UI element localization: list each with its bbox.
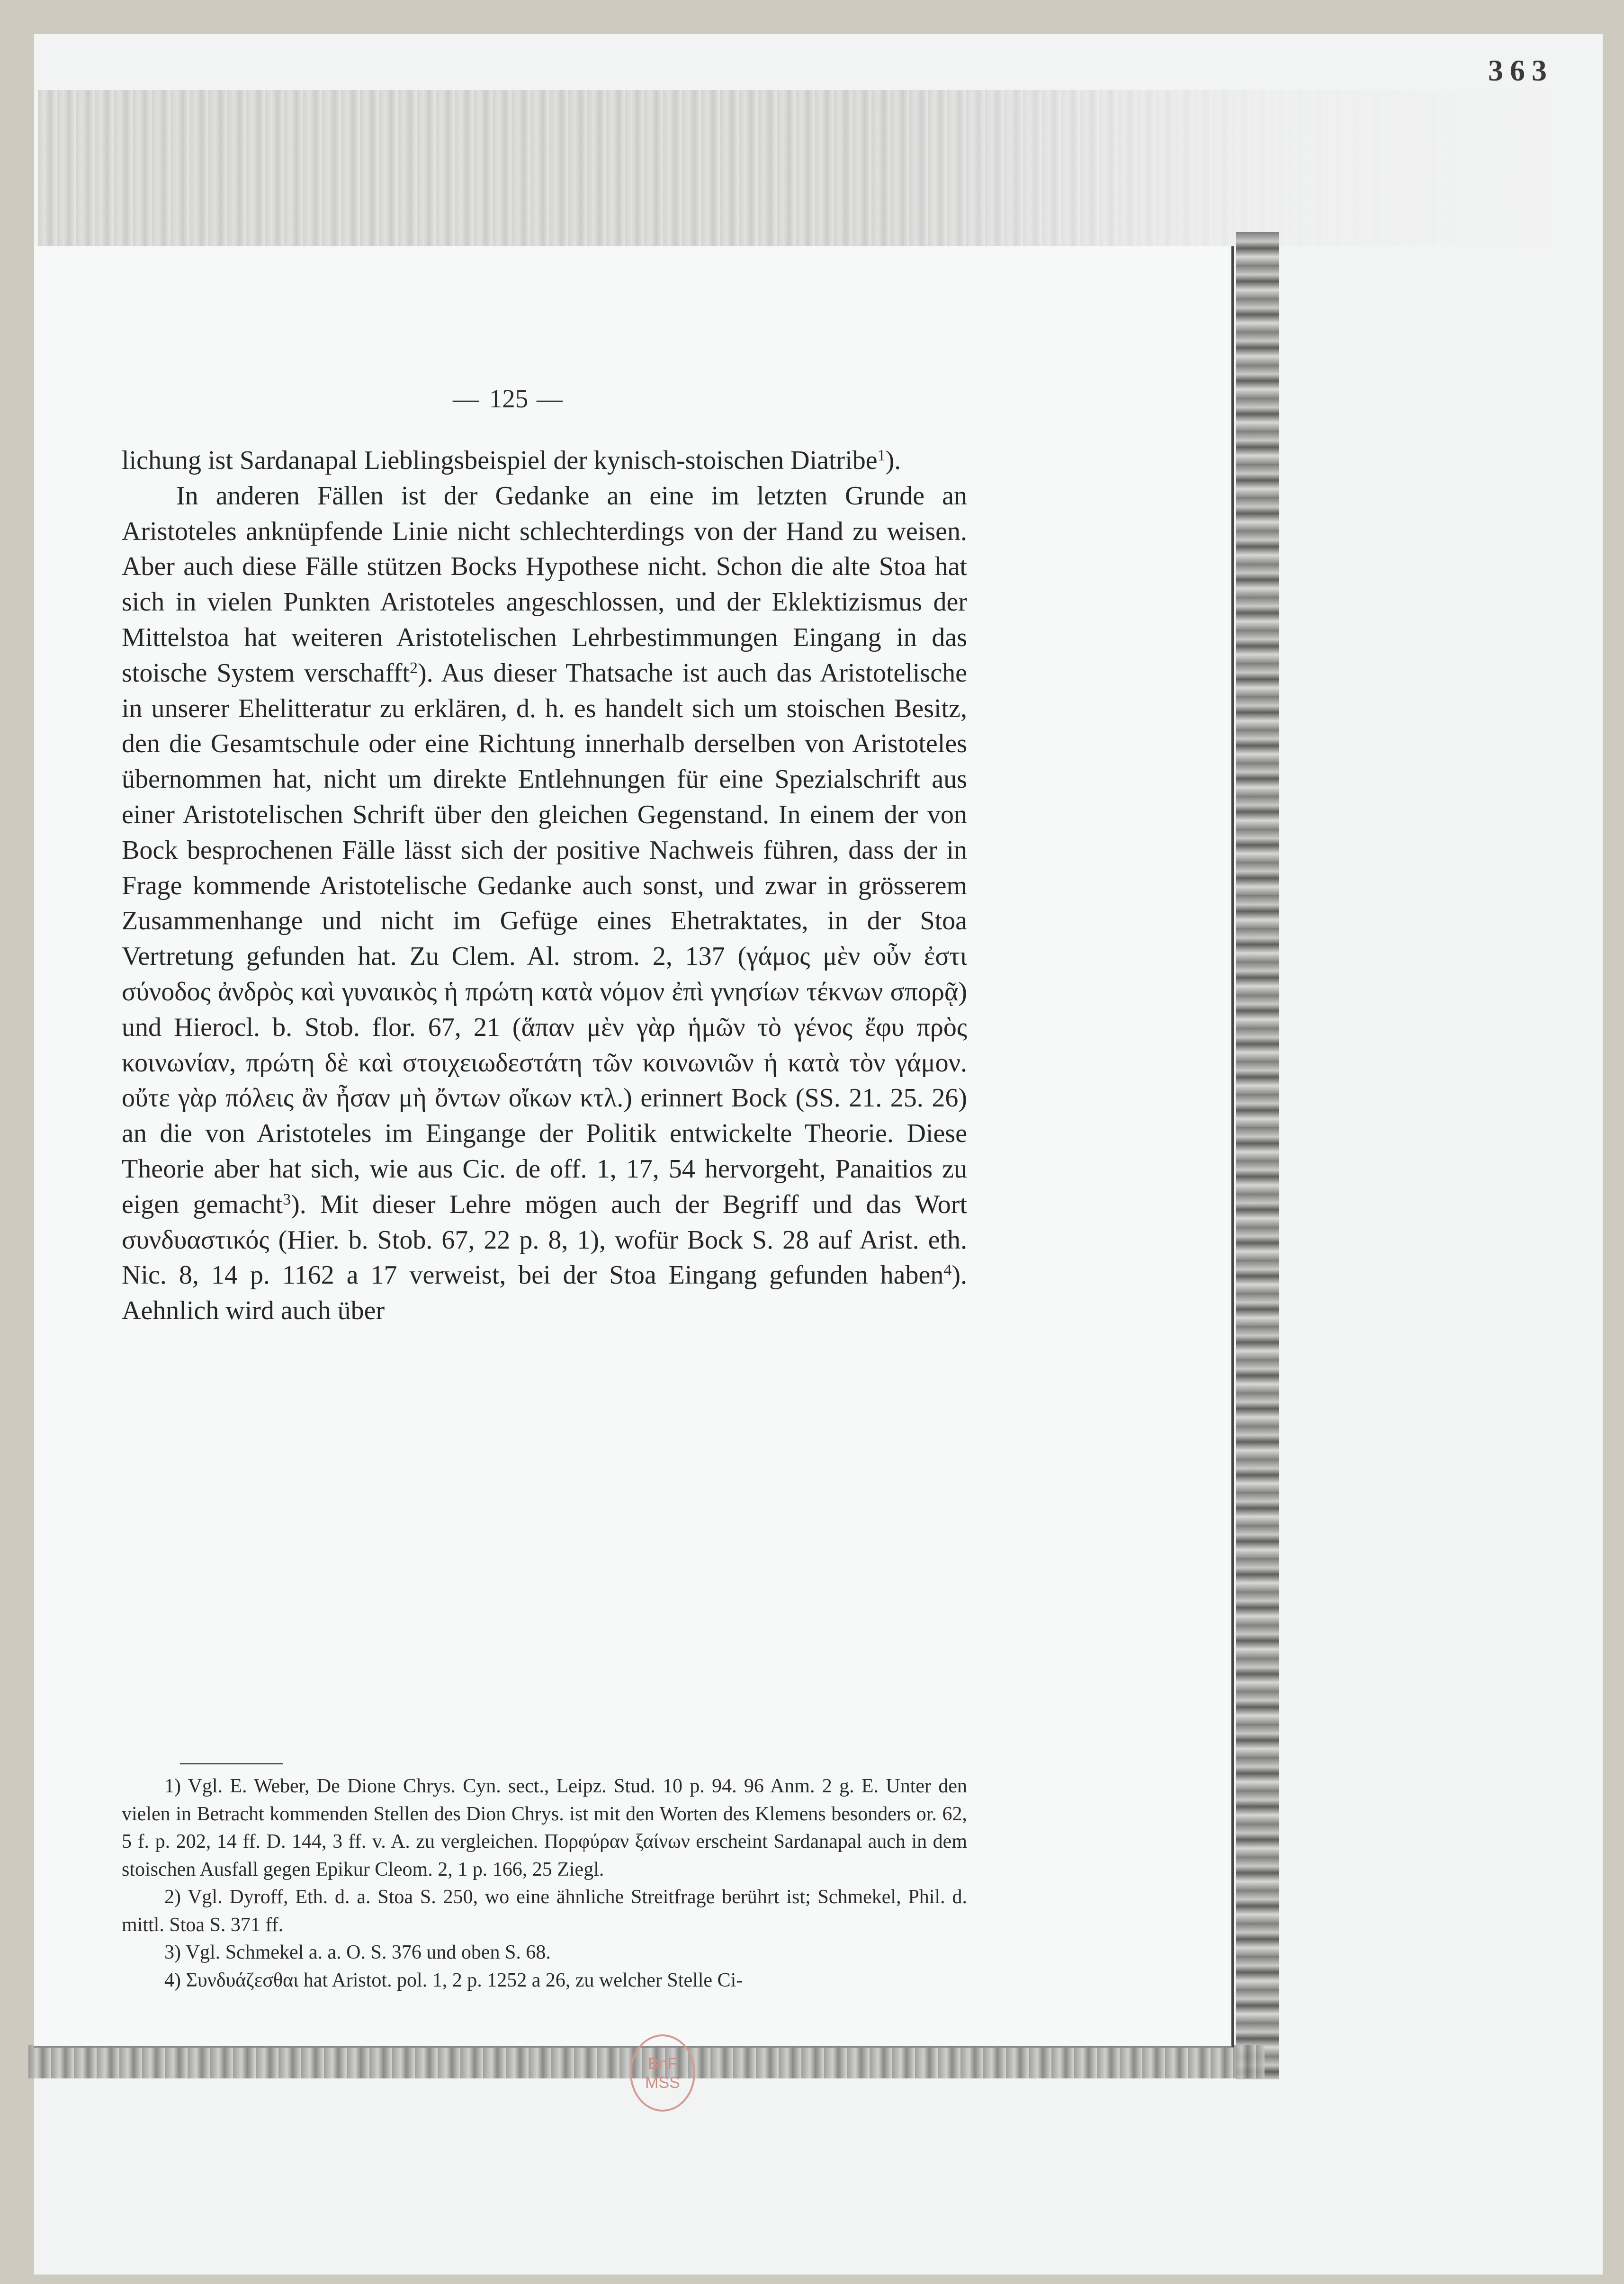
page-number-value: 125 bbox=[489, 384, 529, 413]
footnote-ref-3: 3 bbox=[283, 1190, 291, 1208]
paragraph-1: lichung ist Sardanapal Lieblingsbeispiel der kynisch-stoischen Diatribe$^1$). bbox=[122, 446, 901, 475]
library-stamp: BnF MSS bbox=[630, 2034, 695, 2112]
folio-number: 363 bbox=[1488, 54, 1553, 87]
footnotes bbox=[122, 1772, 967, 1994]
footnote-4: 4) Συνδυάζεσθαι hat Aristot. pol. 1, 2 p. 1252 a 26, zu welcher Stelle Ci- bbox=[164, 1969, 743, 1991]
footnote-ref-4: 4 bbox=[943, 1261, 952, 1279]
footnote-separator bbox=[180, 1763, 283, 1764]
page-number: — 125 — bbox=[453, 384, 565, 413]
footnote-1: 1) Vgl. E. Weber, De Dione Chrys. Cyn. sect., Leipz. Stud. 10 p. 94. 96 Anm. 2 g. E. Unter den vielen in Betracht kommenden Stellen des Dion Chrys. ist mit den Worten des Klemens besonders or. 62, 5 f. p. 202, 14 ff. D. 144, 3 ff. v. A. zu vergleichen. Πορφύραν ξαίνων erscheint Sardanapal auch in dem stoischen Ausfall gegen Epikur Cleom. 2, 1 p. 166, 25 Ziegl. bbox=[122, 1775, 967, 1880]
book-page bbox=[34, 246, 1234, 2092]
decorative-band-right bbox=[1236, 232, 1279, 2079]
footnote-ref-2: 2 bbox=[409, 659, 418, 677]
footnote-ref-1: 1 bbox=[877, 447, 886, 464]
paragraph-2: In anderen Fällen ist der Gedanke an eine im letzten Grunde an Aristoteles anknüpfende Linie nicht schlechterdings von der Hand zu weisen. Aber auch diese Fälle stützen Bocks Hypothese nicht. Schon die alte Stoa hat sich in vielen Punkten Aristoteles angeschlossen, und der Eklektizismus der Mittelstoa hat weiteren Aristotelischen Lehrbestimmungen Eingang in das stoische System verschafft$^2$). Aus dieser Thatsache ist auch das Aristotelische in unserer Ehelitteratur zu erklären, d. h. es handelt sich um stoischen Besitz, den die Gesamtschule oder eine Richtung innerhalb derselben von Aristoteles übernommen hat, nicht um direkte Entlehnungen für eine Spezialschrift aus einer Aristotelischen Schrift über den gleichen Gegenstand. In einem der von Bock besprochenen Fälle lässt sich der positive Nachweis führen, dass der in Frage kommende Aristotelische Gedanke auch sonst, und zwar in grösserem Zusammenhange und nicht im Gefüge eines Ehetraktates, in der Stoa Vertretung gefunden hat. Zu Clem. Al. strom. 2, 137 (γάμος μὲν οὖν ἐστι σύνοδος ἀνδρὸς καὶ γυναικὸς ἡ πρώτη κατὰ νόμον ἐπὶ γνησίων τέκνων σπορᾷ) und Hierocl. b. Stob. flor. 67, 21 (ἅπαν μὲν γὰρ ἡμῶν τὸ γένος ἔφυ πρὸς κοινωνίαν, πρώτη δὲ καὶ στοιχειωδεστάτη τῶν κοινωνιῶν ἡ κατὰ τὸν γάμον. οὔτε γὰρ πόλεις ἂν ἦσαν μὴ ὄντων οἴκων κτλ.) erinnert Bock (SS. 21. 25. 26) an die von Aristoteles im Eingange der Politik entwickelte Theorie. Diese Theorie aber hat sich, wie aus Cic. de off. 1, 17, 54 hervorgeht, Panaitios zu eigen gemacht$^3$). Mit dieser Lehre mögen auch der Begriff und das Wort συνδυαστικός (Hier. b. Stob. 67, 22 p. 8, 1), wofür Bock S. 28 auf Arist. eth. Nic. 8, 14 p. 1162 a 17 verweist, bei der Stoa Eingang gefunden haben$^4$). Aehnlich wird auch über bbox=[122, 481, 968, 1326]
footnote-3: 3) Vgl. Schmekel a. a. O. S. 376 und oben S. 68. bbox=[164, 1942, 551, 1963]
body-text bbox=[122, 443, 967, 1329]
band-fade bbox=[38, 90, 1577, 246]
footnote-2: 2) Vgl. Dyroff, Eth. d. a. Stoa S. 250, wo eine ähnliche Streitfrage berührt ist; Schmekel, Phil. d. mittl. Stoa S. 371 ff. bbox=[122, 1886, 967, 1936]
